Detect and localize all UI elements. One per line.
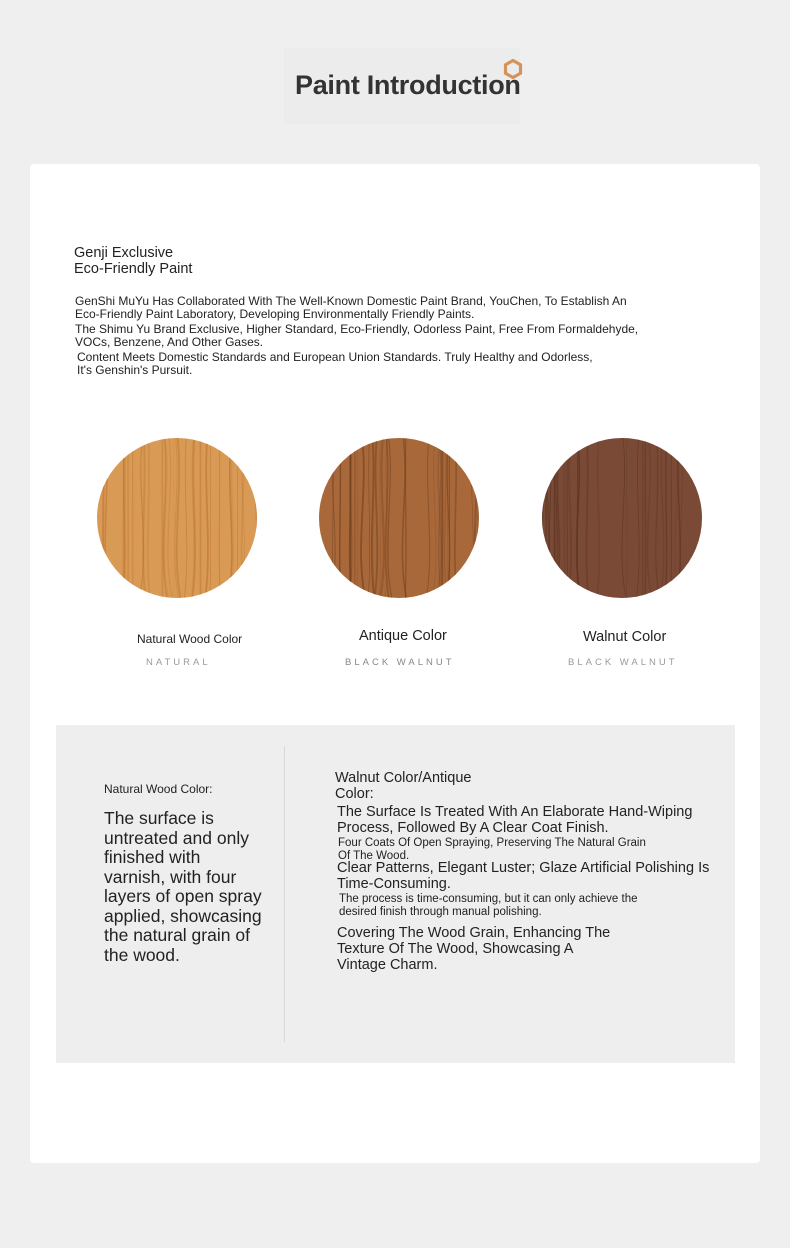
- wood-grain-image: [542, 438, 702, 598]
- feature-line: Process, Followed By A Clear Coat Finish.: [337, 820, 609, 836]
- grain-line: [645, 438, 646, 598]
- feature-line: Covering The Wood Grain, Enhancing The: [337, 925, 611, 941]
- note-line: Of The Wood.: [338, 850, 410, 862]
- paragraph-line: It's Genshin's Pursuit.: [77, 363, 193, 377]
- note-line: Four Coats Of Open Spraying, Preserving The Natural Grain: [338, 837, 646, 849]
- wood-grain-image: [97, 438, 257, 598]
- swatch-name: Antique Color: [359, 628, 447, 644]
- paragraph-line: GenShi MuYu Has Collaborated With The Well-Known Domestic Paint Brand, YouChen, To Establish An: [75, 294, 627, 308]
- intro-paragraph: [77, 351, 593, 377]
- intro-paragraph: [75, 295, 627, 321]
- grain-line: [577, 438, 578, 598]
- swatch-antique: [319, 438, 479, 598]
- swatch-subtitle: NATURAL: [146, 657, 211, 668]
- swatch-subtitle: BLACK WALNUT: [345, 657, 455, 668]
- paragraph-line: The Shimu Yu Brand Exclusive, Higher Standard, Eco-Friendly, Odorless Paint, Free From Formaldehyde,: [75, 322, 639, 336]
- paragraph-line: Eco-Friendly Paint Laboratory, Developing Environmentally Friendly Paints.: [75, 307, 475, 321]
- swatch-name: Natural Wood Color: [137, 632, 243, 646]
- intro-heading: [74, 245, 254, 277]
- column-divider: [284, 746, 285, 1042]
- note-line: desired finish through manual polishing.: [339, 906, 542, 918]
- swatch-subtitle: BLACK WALNUT: [568, 657, 678, 668]
- finish-feature: [337, 925, 610, 973]
- hexagon-nut-icon: [503, 59, 523, 79]
- page-title: Paint Introduction: [295, 70, 521, 100]
- natural-finish-label: Natural Wood Color:: [104, 782, 213, 796]
- swatch-natural-wood: [97, 438, 257, 598]
- finish-feature: [337, 860, 709, 892]
- paragraph-line: VOCs, Benzene, And Other Gases.: [75, 335, 264, 349]
- wood-grain-image: [319, 438, 479, 598]
- intro-heading-line: Genji Exclusive: [74, 245, 174, 261]
- natural-finish-description: The surface is untreated and only finished with varnish, with four layers of open spray applied, showcasing the natural grain of the wood.: [104, 808, 262, 965]
- intro-paragraph: [75, 323, 638, 349]
- paragraph-line: Content Meets Domestic Standards and European Union Standards. Truly Healthy and Odorless,: [77, 350, 593, 364]
- note-line: The process is time-consuming, but it can only achieve the: [339, 893, 638, 905]
- swatch-walnut: [542, 438, 702, 598]
- swatch-name: Walnut Color: [583, 629, 667, 645]
- finish-feature: [337, 804, 692, 836]
- feature-line: Texture Of The Wood, Showcasing A: [337, 941, 574, 957]
- feature-line: The Surface Is Treated With An Elaborate Hand-Wiping: [337, 804, 693, 820]
- feature-line: Clear Patterns, Elegant Luster; Glaze Artificial Polishing Is: [337, 860, 710, 876]
- feature-line: Vintage Charm.: [337, 957, 438, 973]
- intro-heading-line: Eco-Friendly Paint: [74, 261, 193, 277]
- feature-line: Time-Consuming.: [337, 876, 451, 892]
- walnut-antique-finish-label: Walnut Color/Antique Color:: [335, 770, 472, 802]
- finish-feature-note: [339, 893, 638, 919]
